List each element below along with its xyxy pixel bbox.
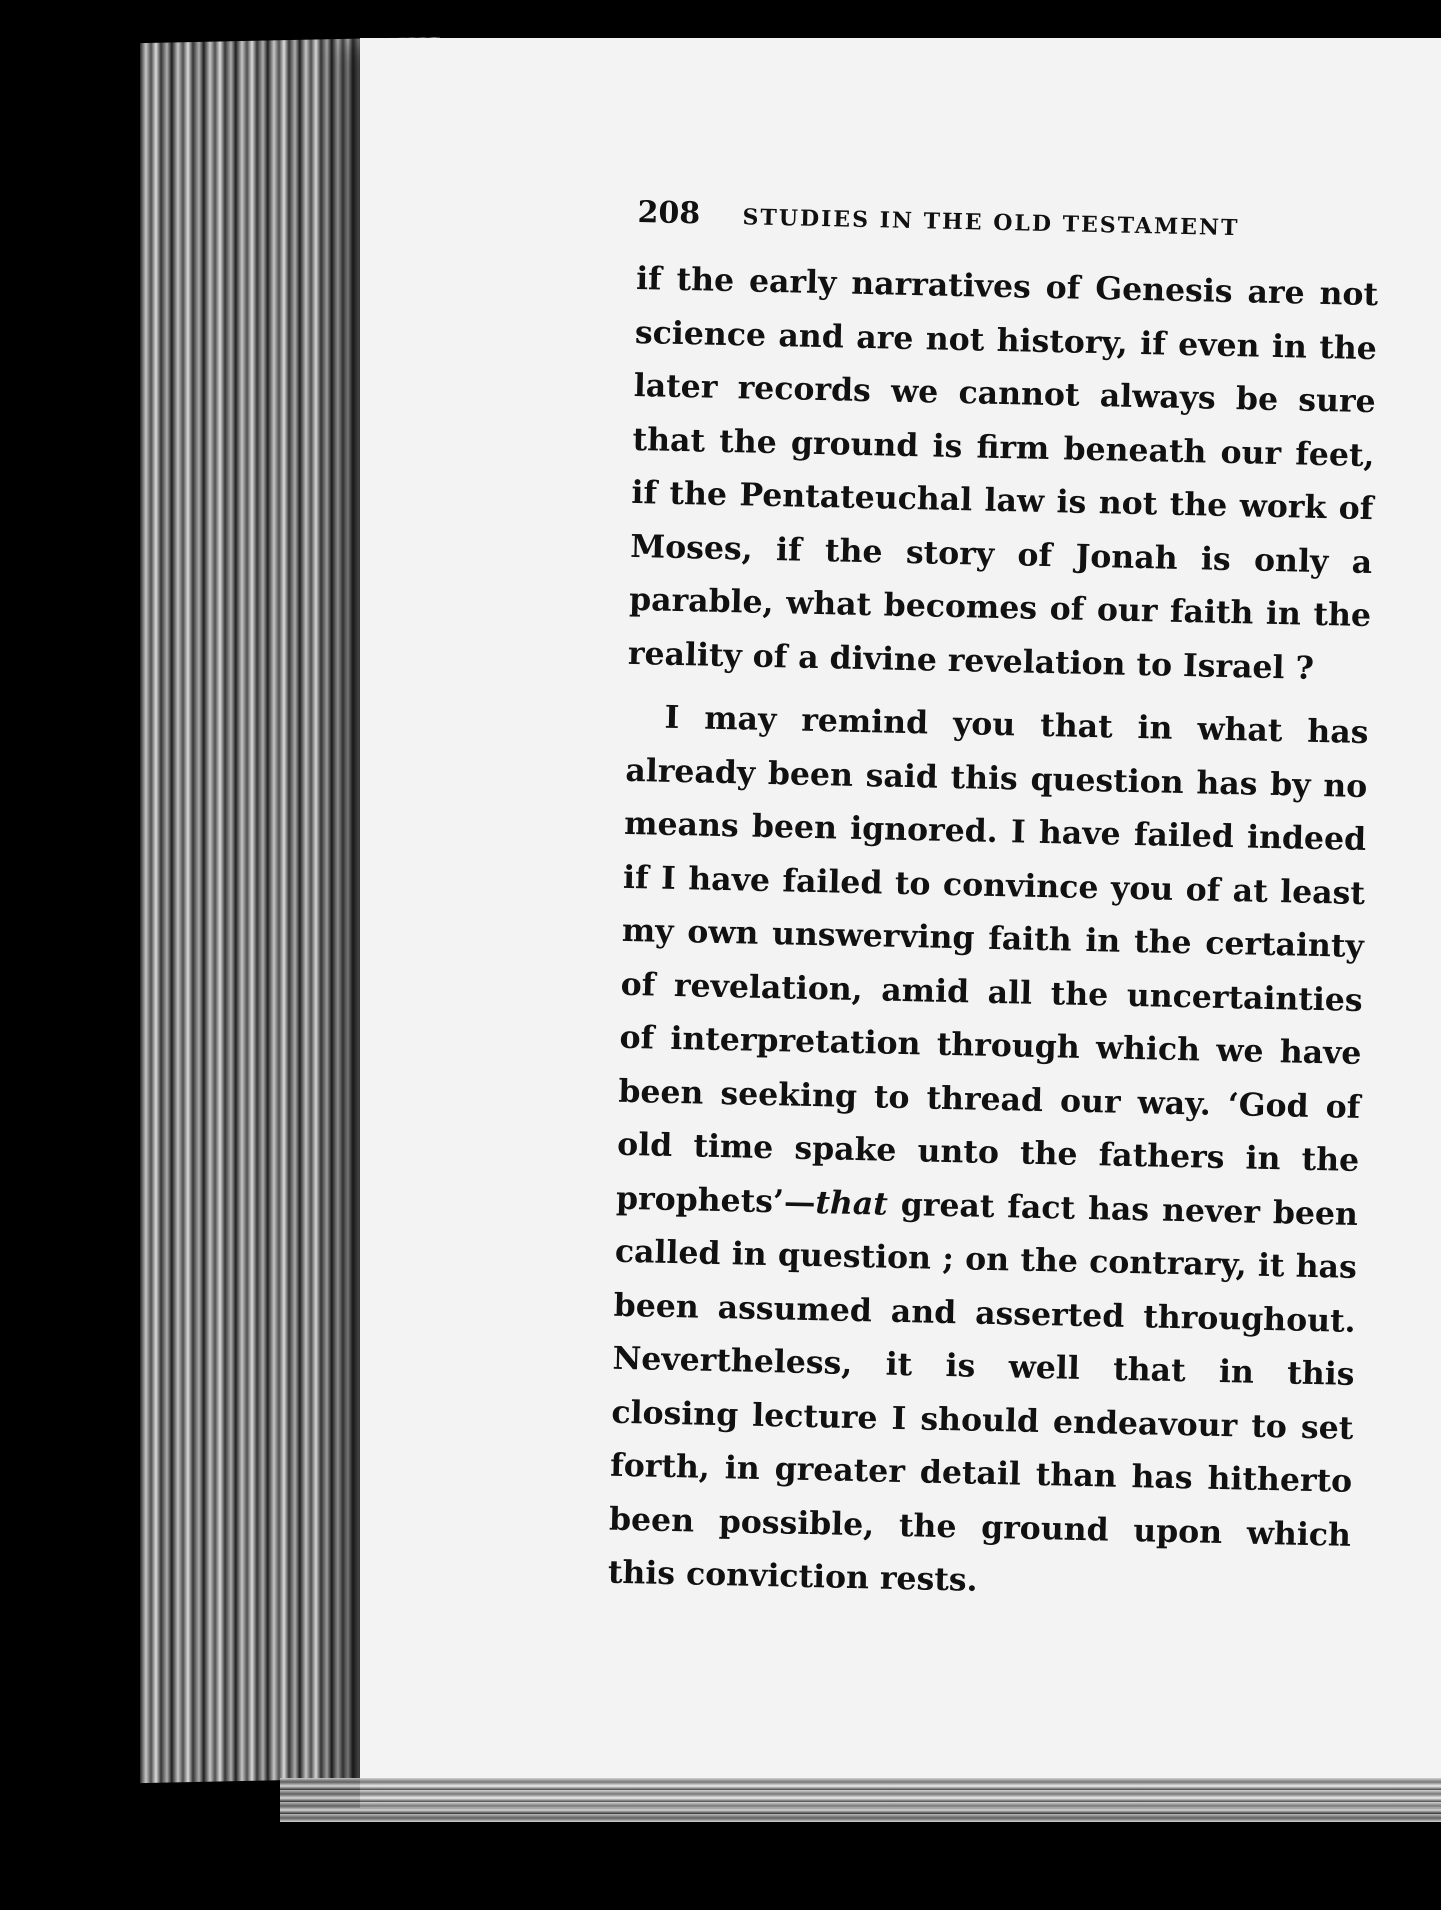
paragraph-2-text-end: great fact has never been called in question ; on the contrary, it has been assumed and asserted throughout. Nevertheless, it is well that in this closing lecture I should endeavour to set forth, in greater detail than has hitherto been possible, the ground upon which this conviction rests. bbox=[607, 1185, 1359, 1599]
paragraph-2 bbox=[607, 690, 1369, 1615]
page-number: 208 bbox=[637, 195, 701, 232]
book-bottom-edge bbox=[280, 1778, 1441, 1822]
paragraph-2-text-start: I may remind you that in what has already been said this question has by no means been ignored. I have failed indeed if I have failed to convince you of at least my own unswerving faith in the certainty of revelation, amid all the uncertainties of interpretation through which we have been seeking to thread our way. ‘God of old time spake unto the fathers in the prophets’— bbox=[615, 698, 1369, 1221]
page-text-block bbox=[607, 195, 1379, 1615]
running-title: STUDIES IN THE OLD TESTAMENT bbox=[742, 204, 1240, 242]
paragraph-2-emphasis: that bbox=[815, 1183, 889, 1223]
paragraph-1: if the early narratives of Genesis are not science and are not history, if even in the later records we cannot always be sure that the ground is firm beneath our feet, if the Pentateuchal law is not the work of Moses, if the story of Jonah is only a parable, what becomes of our faith in the reality of a divine revelation to Israel ? bbox=[627, 259, 1379, 687]
